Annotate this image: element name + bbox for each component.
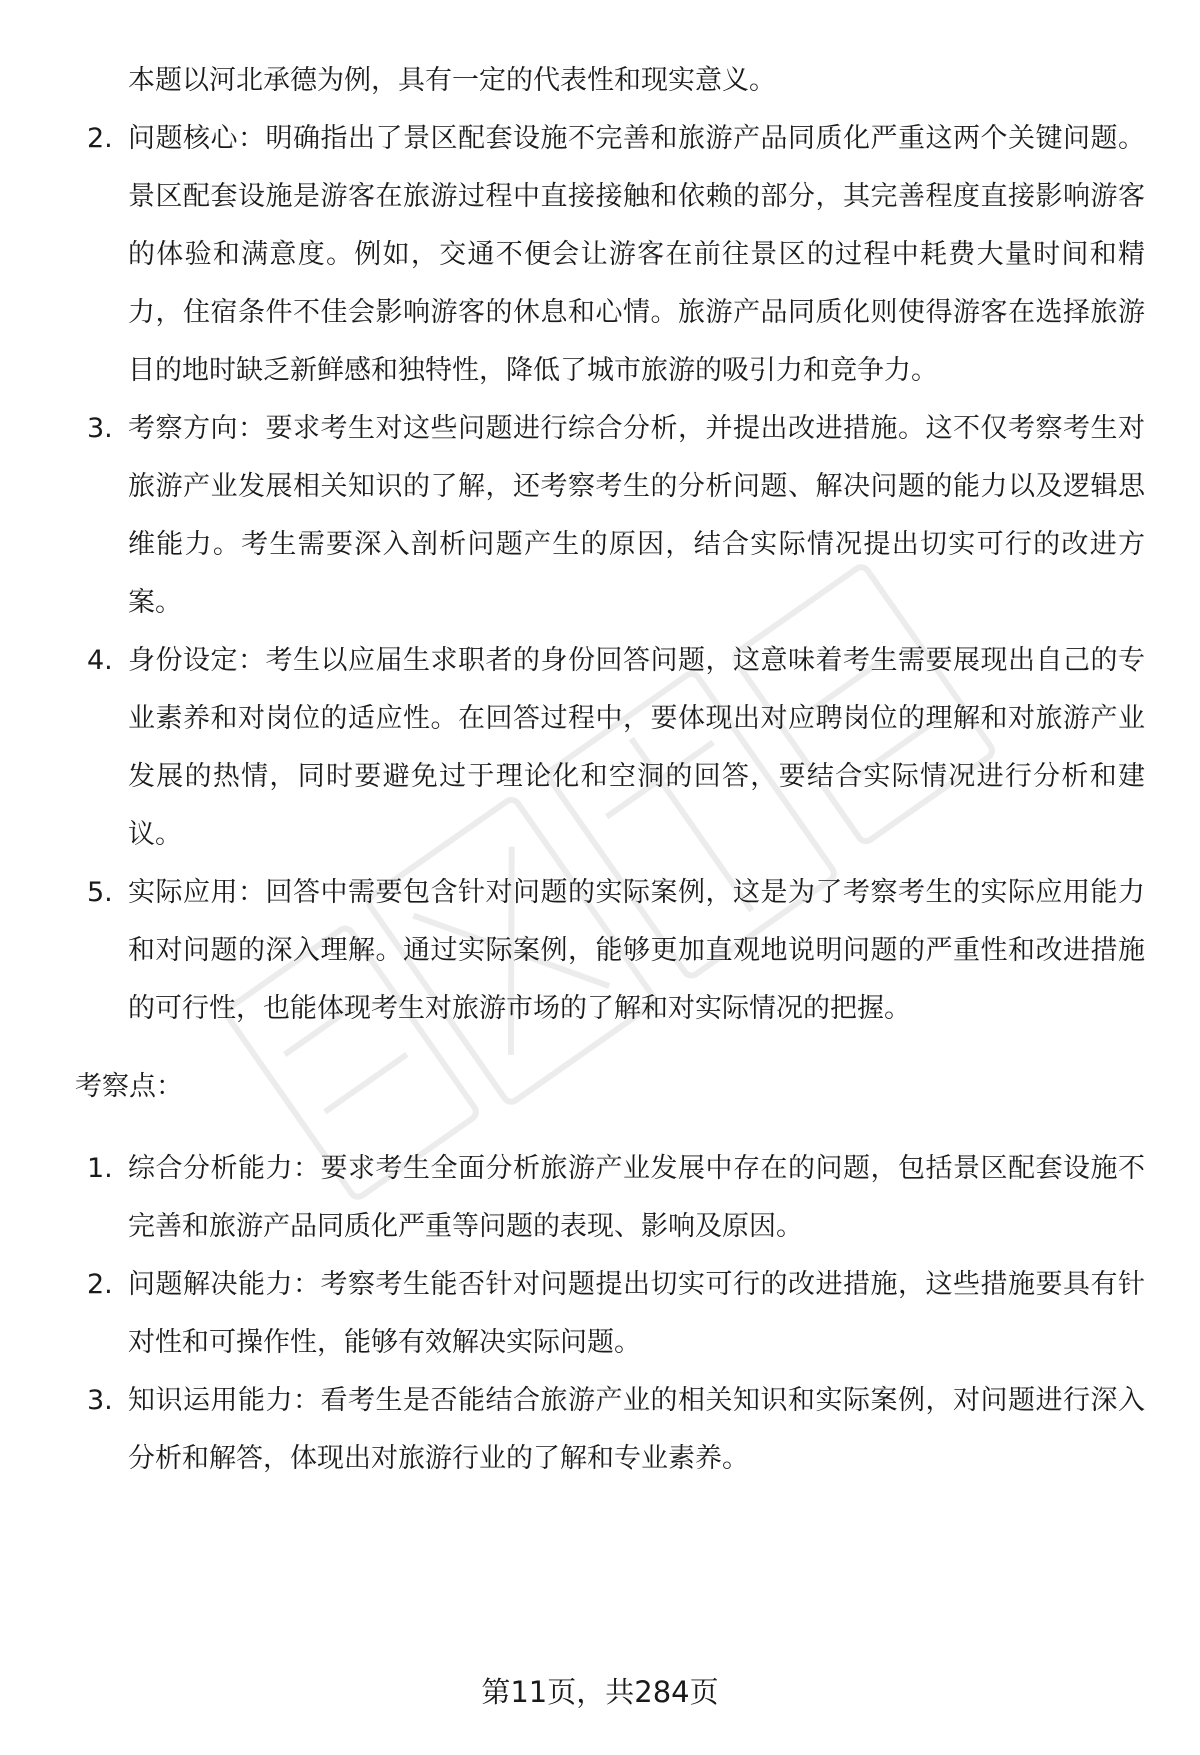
list-item-text: 问题解决能力：考察考生能否针对问题提出切实可行的改进措施，这些措施要具有针对性和可操作性，能够有效解决实际问题。 — [128, 1269, 1145, 1358]
list-item — [75, 864, 1145, 1038]
list-item — [75, 1140, 1145, 1256]
list-item-text: 身份设定：考生以应届生求职者的身份回答问题，这意味着考生需要展现出自己的专业素养和对岗位的适应性。在回答过程中，要体现出对应聘岗位的理解和对旅游产业发展的热情，同时要避免过于理论化和空洞的回答，要结合实际情况进行分析和建议。 — [128, 645, 1145, 850]
list-item-text: 知识运用能力：看考生是否能结合旅游产业的相关知识和实际案例，对问题进行深入分析和解答，体现出对旅游行业的了解和专业素养。 — [128, 1385, 1145, 1474]
list-number: 3. — [87, 413, 113, 444]
list-item-text: 综合分析能力：要求考生全面分析旅游产业发展中存在的问题，包括景区配套设施不完善和旅游产品同质化严重等问题的表现、影响及原因。 — [128, 1153, 1145, 1242]
list-item — [75, 400, 1145, 632]
document-body — [75, 52, 1145, 1488]
list-item — [75, 1256, 1145, 1372]
continuation-line: 本题以河北承德为例，具有一定的代表性和现实意义。 — [128, 65, 776, 96]
list-item — [75, 110, 1145, 400]
list-number: 4. — [87, 645, 113, 676]
assessment-points-list — [75, 1140, 1145, 1488]
list-item — [75, 632, 1145, 864]
list-item-text: 问题核心：明确指出了景区配套设施不完善和旅游产品同质化严重这两个关键问题。景区配套设施是游客在旅游过程中直接接触和依赖的部分，其完善程度直接影响游客的体验和满意度。例如，交通不便会让游客在前往景区的过程中耗费大量时间和精力，住宿条件不佳会影响游客的休息和心情。旅游产品同质化则使得游客在选择旅游目的地时缺乏新鲜感和独特性，降低了城市旅游的吸引力和竞争力。 — [128, 123, 1145, 386]
list-number: 2. — [87, 1269, 113, 1300]
page-number-footer: 第11页，共284页 — [481, 1675, 719, 1709]
list-number: 5. — [87, 877, 113, 908]
analysis-list — [75, 110, 1145, 1038]
list-number: 3. — [87, 1385, 113, 1416]
list-item-text: 考察方向：要求考生对这些问题进行综合分析，并提出改进措施。这不仅考察考生对旅游产业发展相关知识的了解，还考察考生的分析问题、解决问题的能力以及逻辑思维能力。考生需要深入剖析问题产生的原因，结合实际情况提出切实可行的改进方案。 — [128, 413, 1145, 618]
list-number: 2. — [87, 123, 113, 154]
list-item-text: 实际应用：回答中需要包含针对问题的实际案例，这是为了考察考生的实际应用能力和对问题的深入理解。通过实际案例，能够更加直观地说明问题的严重性和改进措施的可行性，也能体现考生对旅游市场的了解和对实际情况的把握。 — [128, 877, 1145, 1024]
list-number: 1. — [87, 1153, 113, 1184]
section-heading: 考察点： — [75, 1071, 183, 1102]
list-item — [75, 1372, 1145, 1488]
